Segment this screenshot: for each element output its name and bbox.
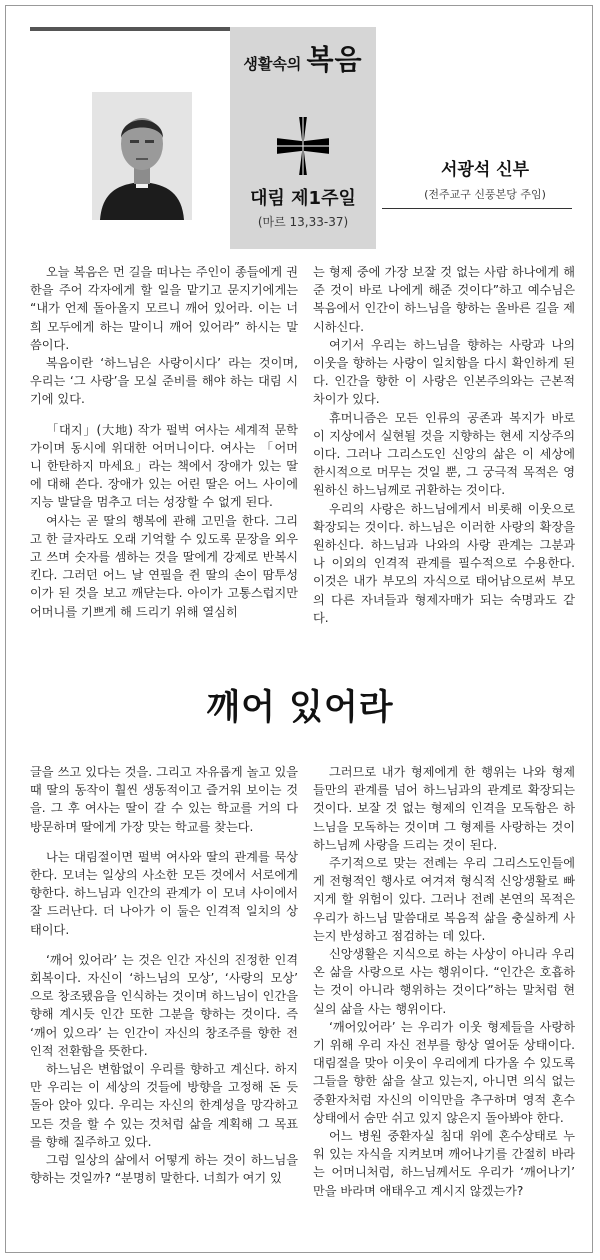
- author-role: (전주교구 신풍본당 주임): [424, 188, 546, 201]
- column-series-title: [230, 38, 376, 78]
- body-column-3: [30, 763, 298, 1187]
- paragraph: 는 형제 중에 가장 보잘 것 없는 사람 하나에게 해 준 것이 바로 나에게 해준 것이다”하고 예수님은 복음에서 인간이 하느님을 향하는 올바른 길을 제시하신다.: [313, 265, 575, 334]
- paragraph: 여기서 우리는 하느님을 향하는 사랑과 나의 이웃을 향하는 사랑이 일치함을 다시 확인하게 된다. 인간을 향한 이 사랑은 인본주의와는 근본적 차이가 있다.: [313, 337, 575, 407]
- paragraph: 주기적으로 맞는 전례는 우리 그리스도인들에게 전형적인 행사로 여겨져 형식적 신앙생활로 빠지게 할 위험이 있다. 그러나 전례 본연의 목적은 우리가 하느님 말씀대로 복음적 삶을 충실하게 사는지 반성하고 점검하는 데 있다.: [313, 856, 575, 943]
- author-divider: [382, 208, 572, 209]
- header-rule: [30, 27, 230, 31]
- body-column-1: [30, 263, 298, 621]
- paragraph: 그러므로 내가 형제에게 한 행위는 나와 형제들만의 관계를 넘어 하느님과의 관계로 확장되는 것이다. 보잘 것 없는 형제의 인격을 모독함은 하느님을 모독하는 것이며 그 형제를 사랑하는 것이 하느님께 사랑을 드리는 것이 된다.: [313, 765, 575, 852]
- paragraph: ‘깨어있어라’ 는 우리가 이웃 형제들을 사랑하기 위해 우리 자신 전부를 항상 열어둔 상태이다. 대림절을 맞아 이웃이 우리에게 다가올 수 있도록 그들을 향한 삶을 살고 있는지, 아니면 의식 없는 중환자처럼 자신의 이익만을 추구하며 영적 혼수 상태에서 숨만 쉬고 있지 않은지 돌아봐야 한다.: [313, 1019, 575, 1125]
- cross-icon: [268, 112, 338, 184]
- body-column-4: [313, 763, 575, 1200]
- paragraph: 「대지」(大地) 작가 펄벅 여사는 세계적 문학가이며 동시에 위대한 어머니이다. 여사는 「어머니 한탄하지 마세요」라는 책에서 장애가 있는 딸에 대해 쓴다. 장애가 있는 어린 딸은 어느 사이에 지능 발달을 멈추고 더는 성장할 수 없게 된다.: [30, 422, 298, 510]
- paragraph: 어느 병원 중환자실 침대 위에 혼수상태로 누워 있는 자식을 지켜보며 깨어나기를 간절히 바라는 어머니처럼, 하느님께서도 우리가 ‘깨어나기’ 만을 바라며 애태우고 계시지 않겠는가?: [313, 1129, 575, 1198]
- paragraph: 복음이란 ‘하느님은 사랑이시다’ 라는 것이며, 우리는 ‘그 사랑’을 모실 준비를 해야 하는 대림 시기에 있다.: [30, 356, 298, 407]
- paragraph: 휴머니즘은 모든 인류의 공존과 복지가 바로 이 지상에서 실현될 것을 지향하는 현세 지상주의이다. 그러나 그리스도인 신앙의 삶은 이 세상에 한시적으로 머무는 것일 뿐, 그 궁극적 목적은 영원하신 하느님께로 귀환하는 것이다.: [313, 410, 575, 498]
- paragraph: 글을 쓰고 있다는 것을. 그리고 자유롭게 놀고 있을 때 딸의 동작이 훨씬 생동적이고 즐거워 보이는 것을. 그 후 여사는 딸이 갈 수 있는 학교를 거의 다 방문하며 딸에게 가장 맞는 학교를 찾는다.: [30, 765, 298, 834]
- author-name: 서광석 신부: [440, 160, 530, 180]
- paragraph: 나는 대림절이면 펄벅 여사와 딸의 관계를 묵상한다. 모녀는 일상의 사소한 모든 것에서 서로에게 향한다. 하느님과 인간의 관계가 이 모녀 사이에서 잘 드러난다. 더 나아가 이 둘은 인격적 일치의 상태이다.: [30, 849, 298, 937]
- series-big-label: 복음: [306, 43, 363, 76]
- series-small-label: 생활속의: [243, 55, 302, 73]
- scripture-reference: (마르 13,33-37): [257, 215, 349, 229]
- author-photo: [92, 92, 192, 220]
- article-headline: 깨어 있어라: [206, 688, 394, 728]
- paragraph: 그럼 일상의 삶에서 어떻게 하는 것이 하느님을 향하는 것일까? “분명히 말한다. 너희가 여기 있: [30, 1153, 298, 1186]
- author-block: [390, 155, 580, 202]
- paragraph: 여사는 곧 딸의 행복에 관해 고민을 한다. 그리고 한 글자라도 오래 기억할 수 있도록 문장을 외우고 쓰며 숫자를 셈하는 것을 딸에게 강제로 반복시킨다. 그러던 어느 날 연필을 쥔 딸의 손이 땀투성이가 된 것을 보고 깨닫는다. 아이가 고통스럽지만 어머니를 기쁘게 해 드리기 위해 열심히: [30, 513, 298, 619]
- paragraph: 우리의 사랑은 하느님에게서 비롯해 이웃으로 확장되는 것이다. 하느님은 이러한 사랑의 확장을 원하신다. 하느님과 나와의 사랑 관계는 그분과 나 이외의 인격적 관계를 필수적으로 수용한다. 이것은 내가 부모의 자식으로 태어남으로써 부모의 다른 자녀들과 형제자매가 되는 숙명과도 같다.: [313, 501, 575, 625]
- paragraph: 오늘 복음은 먼 길을 떠나는 주인이 종들에게 권한을 주어 각자에게 할 일을 맡기고 문지기에게는 “내가 언제 돌아올지 모르니 깨어 있어라. 이는 너희 모두에게 하는 말이니 깨어 있어라” 하시는 말씀이다.: [30, 265, 298, 352]
- paragraph: ‘깨어 있어라’ 는 것은 인간 자신의 진정한 인격 회복이다. 자신이 ‘하느님의 모상’, ‘사랑의 모상’ 으로 창조됐음을 인식하는 것이며 하느님이 인간을 향해 계시듯 인간 또한 그분을 향하는 것이다. 즉 ‘깨어 있으라’ 는 인간이 자신의 창조주를 향한 전인적 전환함을 뜻한다.: [30, 952, 298, 1058]
- liturgical-day: 대림 제1주일: [250, 188, 356, 209]
- paragraph: 하느님은 변함없이 우리를 향하고 계신다. 하지만 우리는 이 세상의 것들에 방향을 고정해 돈 듯 돌아 앉아 있다. 우리는 자신의 한계성을 망각하고 모든 것을 할 수 있는 것처럼 삶을 계획해 그 목표를 향해 질주하고 있다.: [30, 1062, 298, 1149]
- body-column-2: [313, 263, 575, 627]
- paragraph: 신앙생활은 지식으로 하는 사상이 아니라 우리 온 삶을 사랑으로 사는 행위이다. “인간은 호흡하는 것이 아니라 행위하는 것이다”하는 말처럼 현실의 삶을 사는 행위이다.: [313, 947, 575, 1016]
